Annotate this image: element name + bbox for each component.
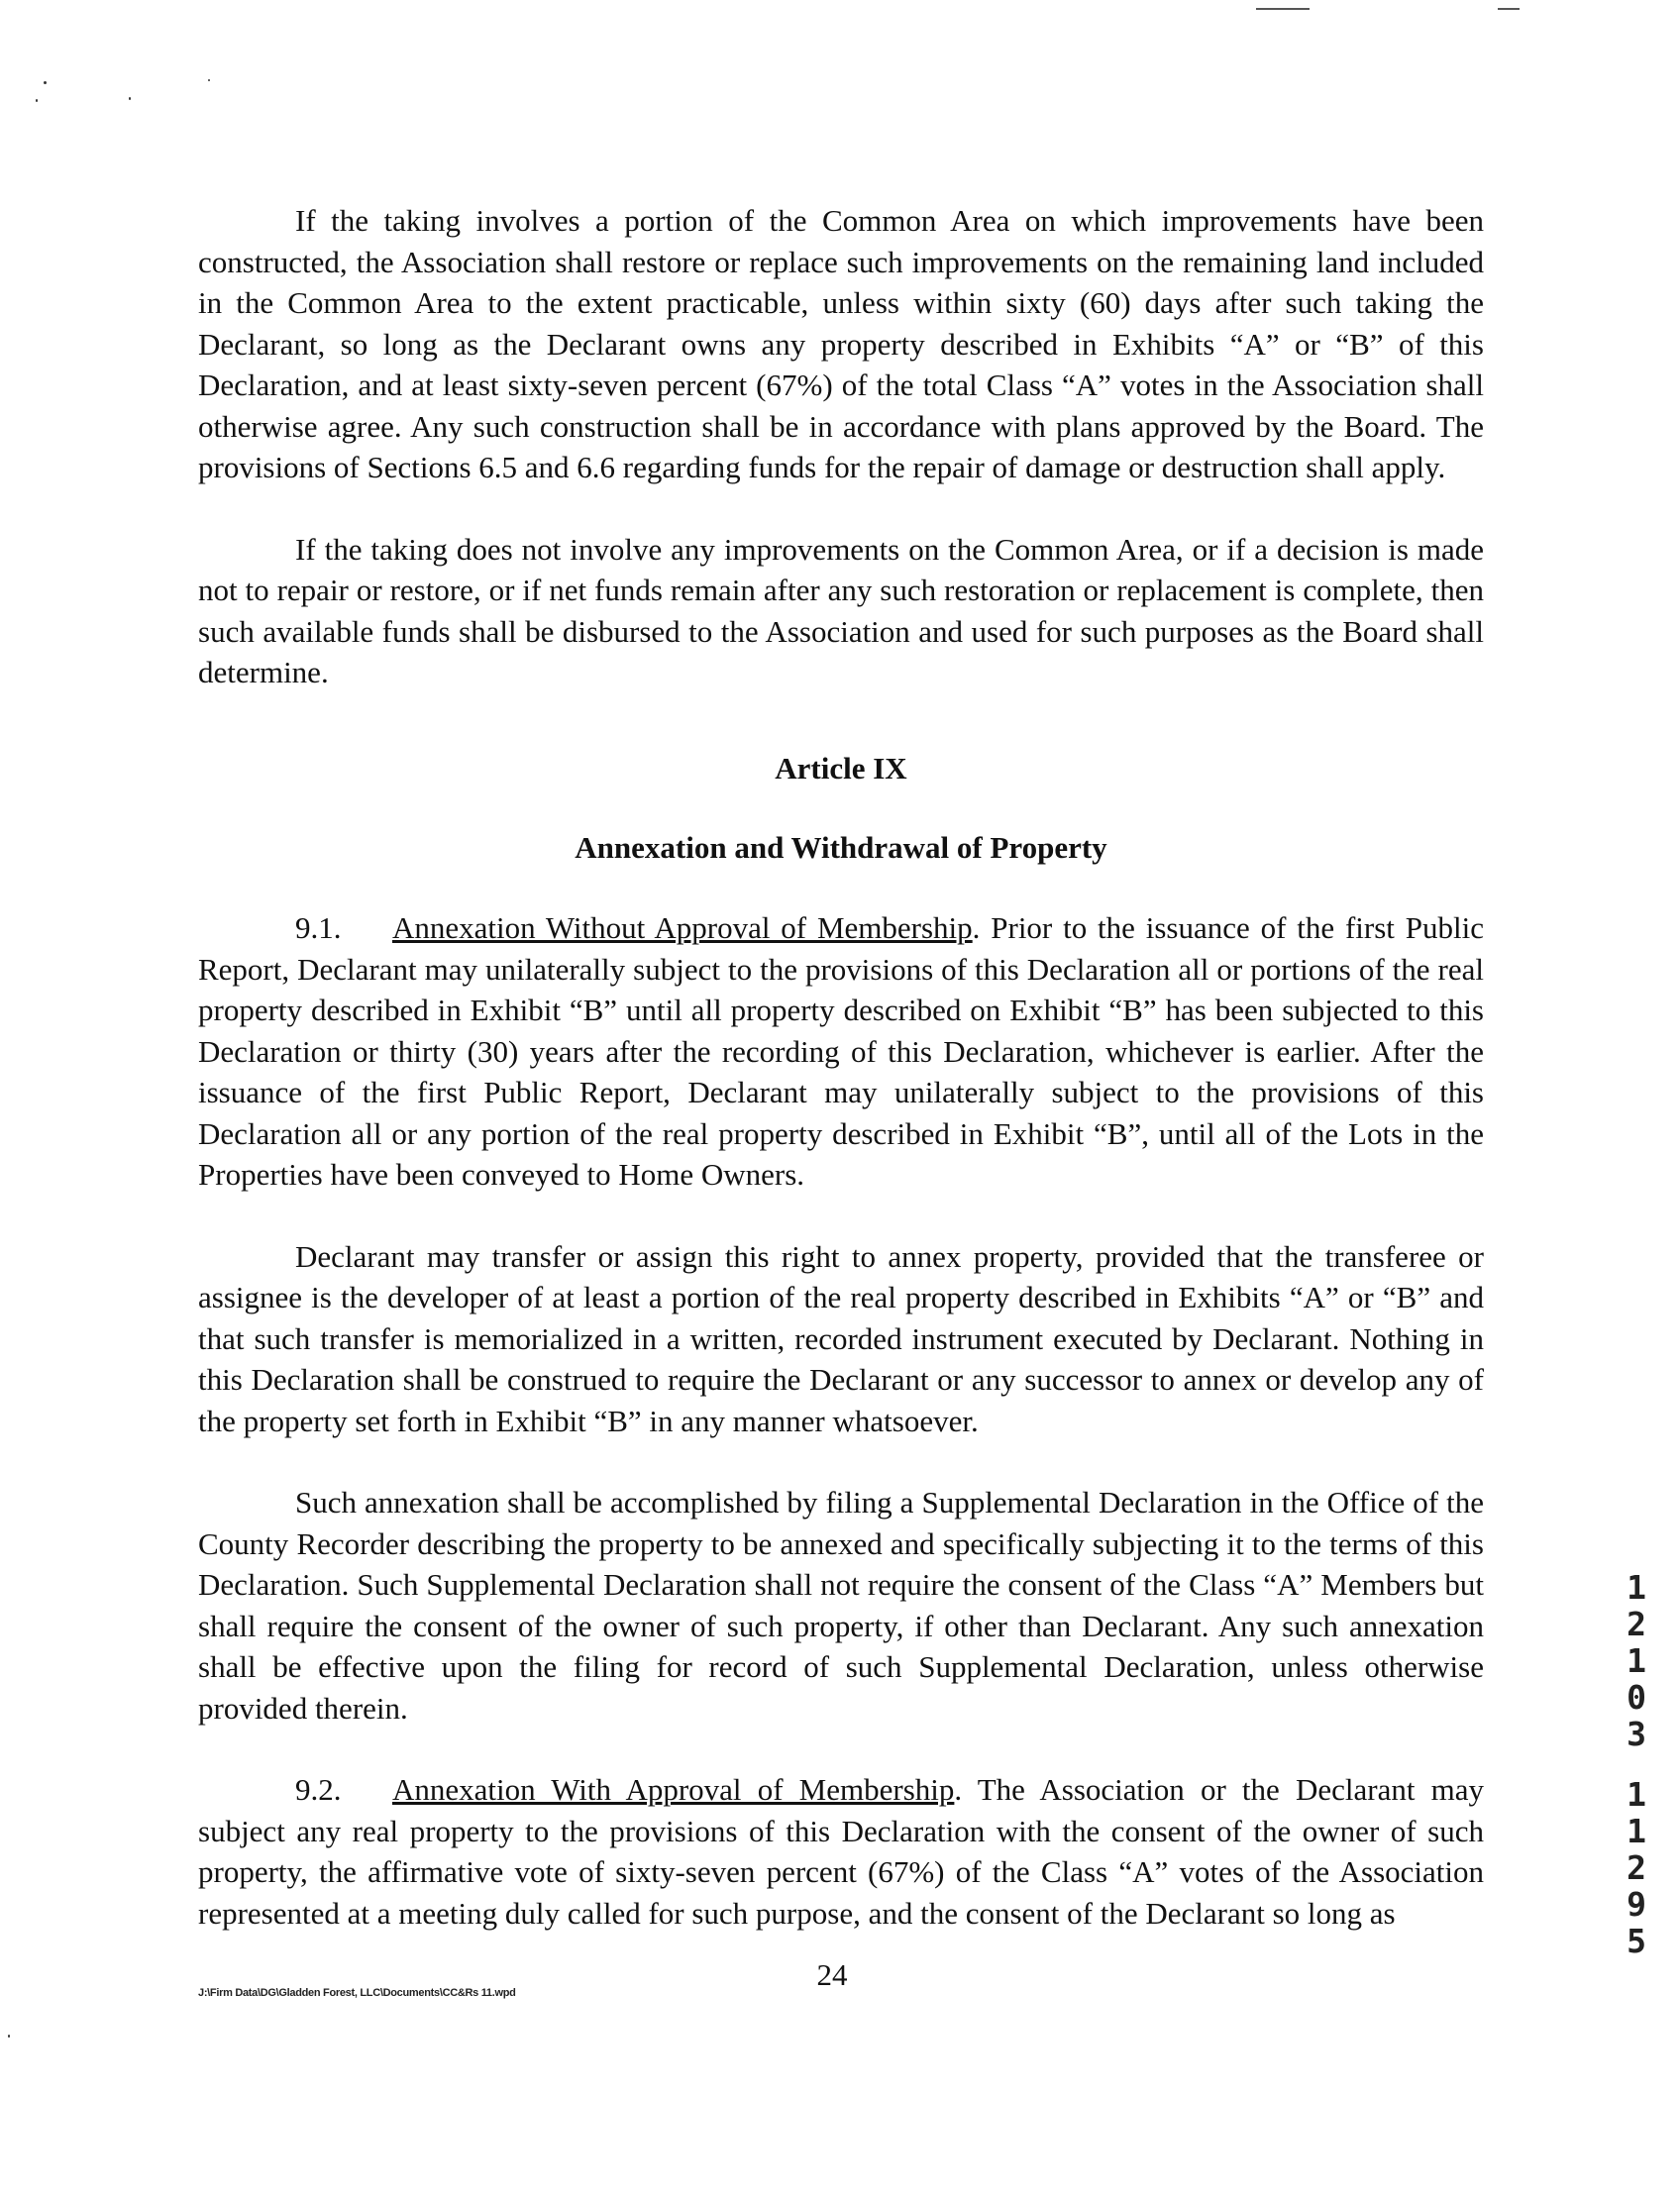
scan-mark-top xyxy=(1256,8,1310,10)
scan-mark-top xyxy=(1498,8,1520,10)
section-text: . Prior to the issuance of the first Public Report, Declarant may unilaterally subject to the provisions of this Declaration all or portions of the real property described in Exhibit “B” until all property described on Exhibit “B” has been subjected to this Declaration or thirty (30) years after the recording of this Declaration, whichever is earlier. After the issuance of the first Public Report, Declarant may unilaterally subject to the provisions of this Declaration all or any portion of the real property described in Exhibit “B”, until all of the Lots in the Properties have been conveyed to Home Owners. xyxy=(198,910,1484,1192)
section-number: 9.1. xyxy=(295,910,342,945)
paragraph-available-funds: If the taking does not involve any improvements on the Common Area, or if a decision is made not to repair or restore, or if net funds remain after any such restoration or replacement is complete, then such available funds shall be disbursed to the Association and used for such purposes as the Board shall determine. xyxy=(198,531,1484,689)
page-number: 24 xyxy=(816,1957,848,1992)
footer-file-path: J:\Firm Data\DG\Gladden Forest, LLC\Documents\CC&Rs 11.wpd xyxy=(198,1987,516,1999)
paragraph-supplemental-declaration: Such annexation shall be accomplished by filing a Supplemental Declaration in the Office of the County Recorder describing the property to be annexed and specifically subjecting it to the terms of this Declaration. Such Supplemental Declaration shall not require the consent of the Class “A” Members but shall require the consent of the owner of such property, if other than Declarant. Any such annexation shall be effective upon the filing for record of such Supplemental Declaration, unless otherwise provided therein. xyxy=(198,1485,1484,1726)
section-title: Annexation Without Approval of Membership xyxy=(392,910,973,945)
stamp-digit: 1 xyxy=(1627,1641,1646,1680)
section-number: 9.2. xyxy=(295,1772,342,1807)
stamp-digit: 3 xyxy=(1627,1715,1646,1753)
recording-stamp xyxy=(1617,1569,1656,1959)
scan-speck xyxy=(44,81,47,84)
section-9-2 xyxy=(198,1769,1484,1934)
paragraph-restore-improvements: If the taking involves a portion of the Common Area on which improvements have been constructed, the Association shall restore or replace such improvements on the remaining land included in the Common Area to the extent practicable, unless within sixty (60) days after such taking the Declarant, so long as the Declarant owns any property described in Exhibits “A” or “B” of this Declaration, and at least sixty-seven percent (67%) of the total Class “A” votes in the Association shall otherwise agree. Any such construction shall be in accordance with plans approved by the Board. The provisions of Sections 6.5 and 6.6 regarding funds for the repair of damage or destruction shall apply. xyxy=(198,203,1484,484)
body-text-top xyxy=(198,200,1484,693)
stamp-digit: 1 xyxy=(1627,1812,1646,1850)
scan-speck xyxy=(36,99,38,102)
scan-speck xyxy=(129,97,131,100)
stamp-digit: 1 xyxy=(1627,1775,1646,1814)
section-title: Annexation With Approval of Membership xyxy=(392,1772,955,1807)
stamp-gap xyxy=(1617,1752,1656,1776)
scan-speck xyxy=(208,79,210,81)
stamp-digit: 5 xyxy=(1627,1922,1646,1960)
article-title: Annexation and Withdrawal of Property xyxy=(575,830,1107,865)
section-text: . The Association or the Declarant may subject any real property to the provisions of this Declaration with the consent of the owner of such property, the affirmative vote of sixty-seven percent (67%) of the Class “A” votes of the Association represented at a meeting duly called for such purpose, and the consent of the Declarant so long as xyxy=(198,1772,1484,1931)
stamp-digit: 2 xyxy=(1627,1605,1646,1643)
paragraph-transfer-right: Declarant may transfer or assign this right to annex property, provided that the transferee or assignee is the developer of at least a portion of the real property described in Exhibits “A” or “B” and that such transfer is memorialized in a written, recorded instrument executed by Declarant. Nothing in this Declaration shall be construed to require the Declarant or any successor to annex or develop any of the property set forth in Exhibit “B” in any manner whatsoever. xyxy=(198,1238,1484,1438)
article-number: Article IX xyxy=(775,751,907,786)
stamp-digit: 2 xyxy=(1627,1848,1646,1887)
scan-speck xyxy=(8,2035,10,2038)
section-9-1 xyxy=(198,907,1484,1196)
stamp-digit: 0 xyxy=(1627,1678,1646,1717)
stamp-digit: 1 xyxy=(1627,1568,1646,1607)
body-text-section-9-1 xyxy=(198,907,1484,1934)
stamp-digit: 9 xyxy=(1627,1885,1646,1924)
